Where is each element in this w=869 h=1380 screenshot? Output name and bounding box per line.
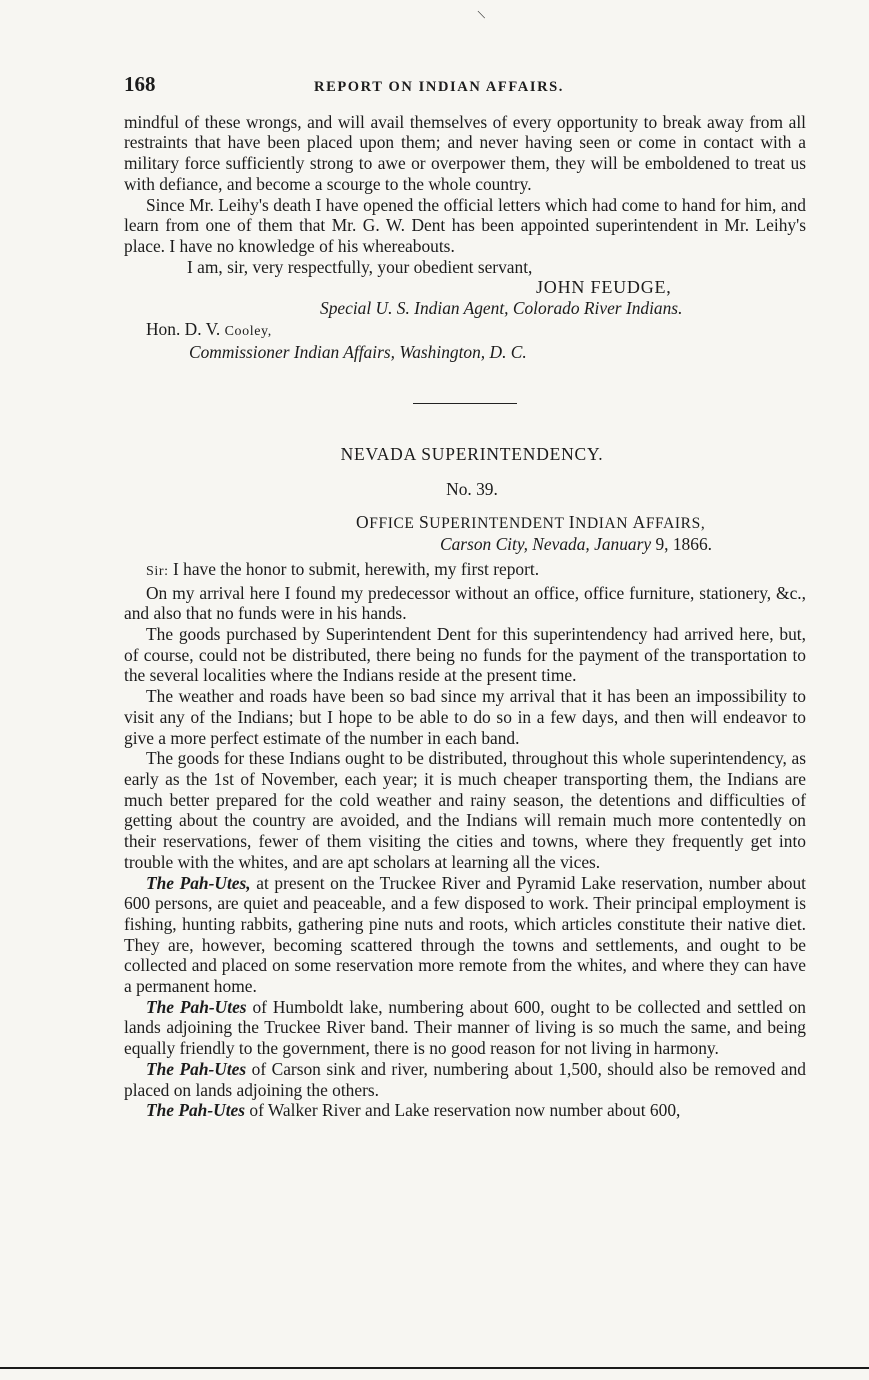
tribe-name: The Pah-Utes (146, 1100, 246, 1121)
report-paragraph: The Pah-Utes of Walker River and Lake reservation now number about 600, (146, 1100, 681, 1121)
report-paragraph: The Pah-Utes, at present on the Truckee River and Pyramid Lake reservation, number about 600 persons, are quiet and peaceable, and a few disposed to work. Their principal employment is fishing, hunting rabbits, gathering pine nuts and roots, which articles constitute their native diet. They are, however, becoming scattered through the towns and settlements, and ought to be collected and placed on some reservation more remote from the whites, and where they can have a permanent home. (124, 872, 806, 997)
date-line: Carson City, Nevada, January 9, 1866. (440, 534, 712, 555)
section-divider (413, 403, 517, 404)
office-heading: OFFICE SUPERINTENDENT INDIAN AFFAIRS, (356, 511, 706, 532)
addressee-title: Commissioner Indian Affairs, Washington, D. C. (189, 342, 527, 363)
signature-name: JOHN FEUDGE, (536, 277, 672, 298)
signature-title: Special U. S. Indian Agent, Colorado River Indians. (320, 298, 683, 319)
salutation: Sir: (146, 563, 169, 579)
scan-mark: \ (476, 7, 487, 24)
document-page (124, 74, 806, 1121)
addressee-prefix: Hon. D. V. (146, 318, 225, 339)
report-paragraph: The Pah-Utes of Humboldt lake, numbering about 600, ought to be collected and settled on lands adjoining the Truckee River band. Their manner of living is so much the same, and being equally friendly to the government, there is no good reason for not living in harmony. (124, 996, 806, 1059)
section-title: NEVADA SUPERINTENDENCY. (340, 444, 604, 465)
report-paragraph: The goods for these Indians ought to be distributed, throughout this whole superintendency, as early as the 1st of November, each year; it is much cheaper transporting them, the Indians are much better prepared for the cold weather and rainy season, the detentions and difficulties of getting about the country are avoided, and the Indians will remain much more contentedly on their reservations, fewer of them visiting the cities and towns, where they frequently get into trouble with the whites, and are apt scholars at learning all the vices. (124, 748, 806, 872)
report-paragraph: The weather and roads have been so bad since my arrival that it has been an impossibility to visit any of the Indians; but I hope to be able to do so in a few days, and then will endeavor to give a more perfect estimate of the number in each band. (124, 686, 806, 748)
letter-closing: I am, sir, very respectfully, your obedient servant, (187, 256, 533, 277)
letter-paragraph: mindful of these wrongs, and will avail themselves of every opportunity to break away from all restraints that have been placed upon them; and never having seen or come in contact with a military force sufficiently strong to awe or overpower them, they will be emboldened to treat us with defiance, and become a scourge to the whole country. (124, 111, 806, 194)
addressee-name: Cooley, (224, 323, 272, 339)
tribe-name: The Pah-Utes (146, 1058, 247, 1079)
report-paragraph: The Pah-Utes of Carson sink and river, numbering about 1,500, should also be removed and placed on lands adjoining the others. (124, 1058, 806, 1100)
page-number: 168 (124, 72, 156, 96)
tribe-name: The Pah-Utes, (146, 872, 251, 893)
report-paragraph: On my arrival here I found my predecessor without an office, office furniture, stationery, &c., and also that no funds were in his hands. (124, 582, 806, 624)
tribe-name: The Pah-Utes (146, 996, 247, 1017)
letter-paragraph: Since Mr. Leihy's death I have opened the official letters which had come to hand for him, and learn from one of them that Mr. G. W. Dent has been appointed superintendent in Mr. Leihy's place. I have no knowledge of his whereabouts. (124, 194, 806, 256)
document-number: No. 39. (446, 478, 498, 499)
report-paragraph: Sir: I have the honor to submit, herewith, my first report. (146, 558, 540, 579)
addressee (124, 319, 806, 343)
running-head: REPORT ON INDIAN AFFAIRS. (314, 79, 565, 95)
page-bottom-edge (0, 1367, 869, 1369)
page-header (124, 74, 806, 98)
report-paragraph: The goods purchased by Superintendent Dent for this superintendency had arrived here, but, of course, could not be distributed, there being no funds for the payment of the transportation to the several localities where the Indians reside at the present time. (124, 624, 806, 686)
